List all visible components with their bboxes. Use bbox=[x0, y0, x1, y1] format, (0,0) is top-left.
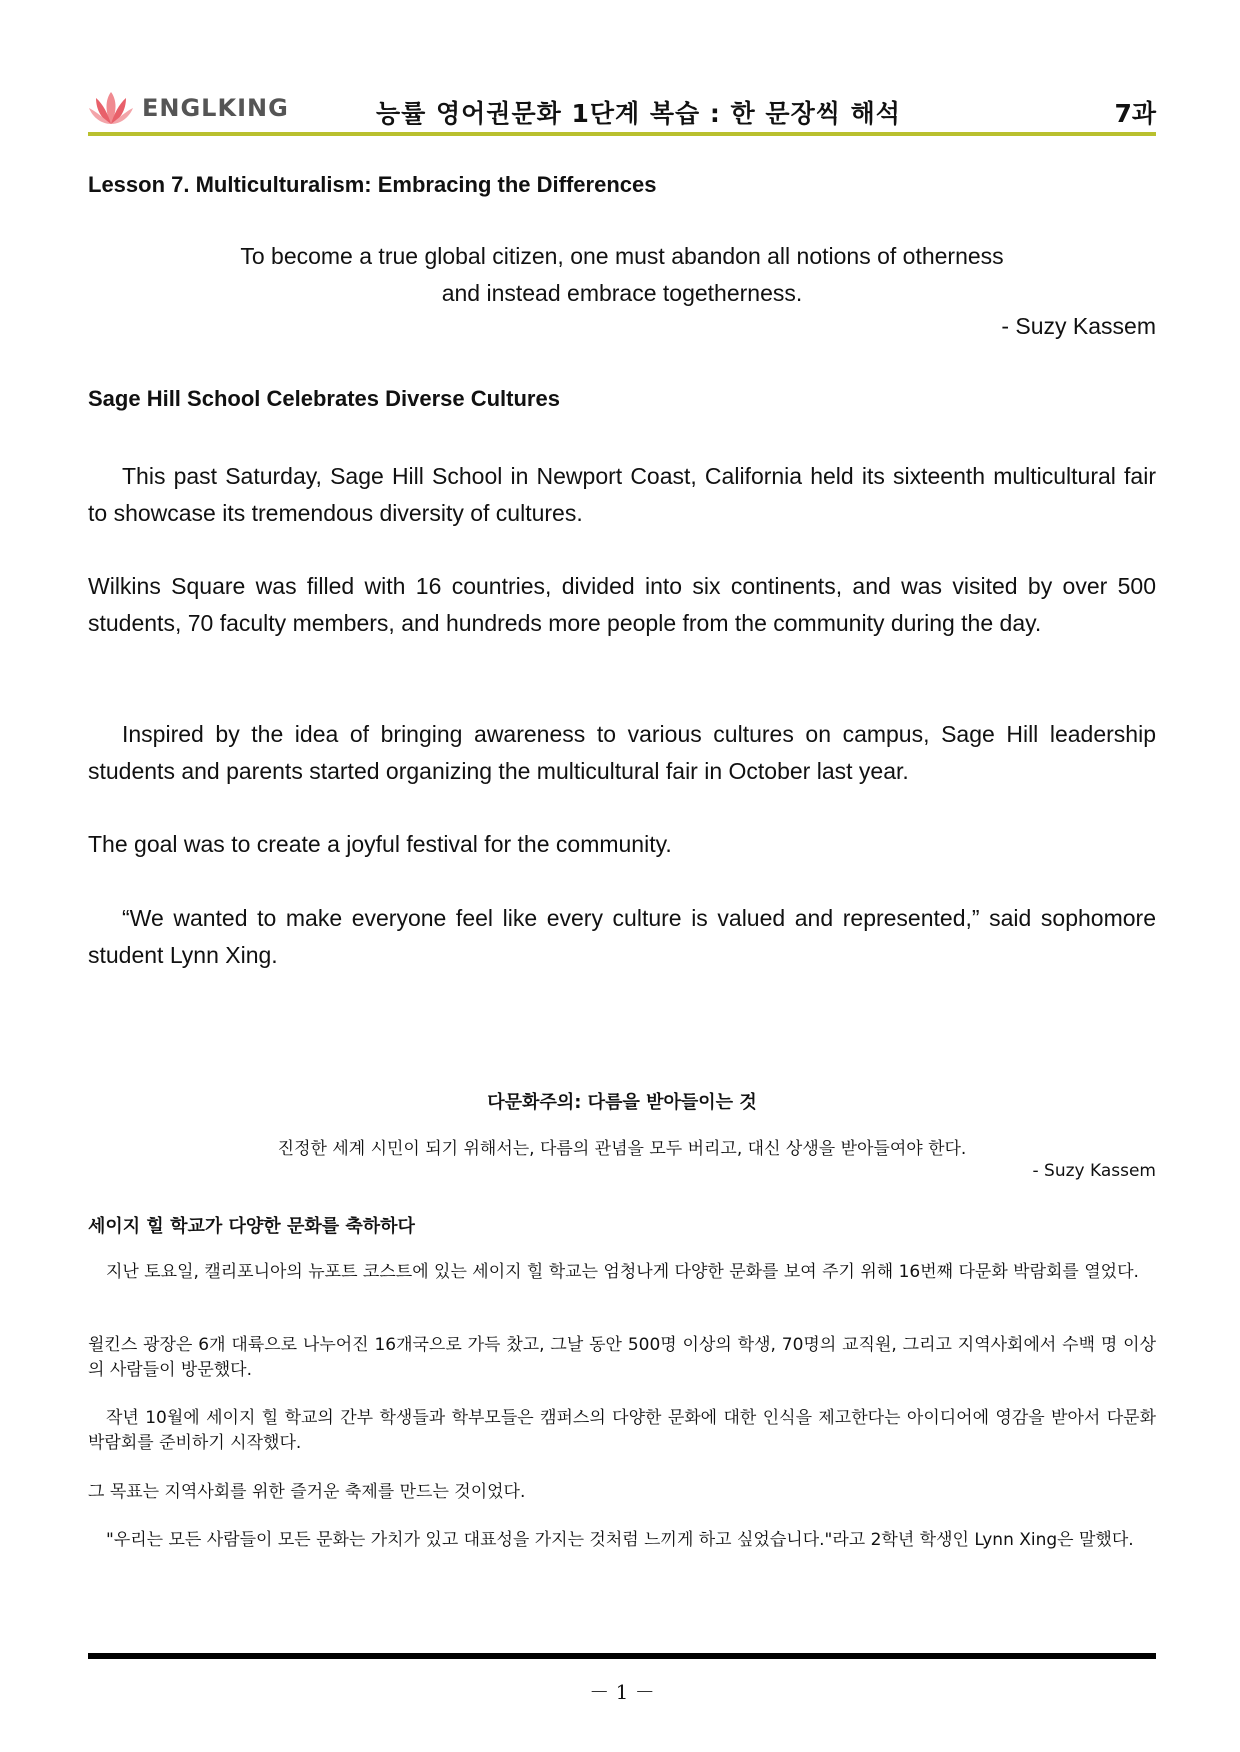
lotus-logo-icon bbox=[88, 88, 134, 128]
english-paragraph-3: Inspired by the idea of bringing awareness to various cultures on campus, Sage Hill leadership students and parents started organizing the multicultural fair in October last year. bbox=[88, 721, 1156, 784]
quote-line-2: and instead embrace togetherness. bbox=[441, 280, 803, 306]
korean-paragraph-4: 그 목표는 지역사회를 위한 즐거운 축제를 만드는 것이었다. bbox=[88, 1482, 526, 1502]
logo-wordmark: ENGLKING bbox=[142, 94, 289, 122]
english-paragraph-2: Wilkins Square was filled with 16 countries, divided into six continents, and was visited by over 500 students, 70 faculty members, and hundreds more people from the community during the day. bbox=[88, 573, 1156, 636]
korean-quote: 진정한 세계 시민이 되기 위해서는, 다름의 관념을 모두 버리고, 대신 상생을 받아들여야 한다. bbox=[277, 1139, 967, 1159]
epigraph-quote bbox=[88, 238, 1156, 312]
footer-divider bbox=[88, 1653, 1156, 1659]
header-divider bbox=[88, 132, 1156, 136]
page-number: － 1 － bbox=[589, 1680, 655, 1704]
korean-title: 다문화주의: 다름을 받아들이는 것 bbox=[487, 1092, 757, 1113]
page-header bbox=[88, 82, 1156, 134]
lesson-number: 7과 bbox=[1114, 99, 1156, 128]
english-paragraph-4: The goal was to create a joyful festival for the community. bbox=[88, 831, 672, 857]
english-paragraph-5: “We wanted to make everyone feel like every culture is valued and represented,” said sophomore student Lynn Xing. bbox=[88, 905, 1156, 968]
korean-paragraph-1: 지난 토요일, 캘리포니아의 뉴포트 코스트에 있는 세이지 힐 학교는 엄청나게 다양한 문화를 보여 주기 위해 16번째 다문화 박람회를 열었다. bbox=[106, 1262, 1139, 1282]
article-title: Sage Hill School Celebrates Diverse Cultures bbox=[88, 386, 560, 411]
lesson-heading: Lesson 7. Multiculturalism: Embracing the Differences bbox=[88, 172, 657, 197]
page-title: 능률 영어권문화 1단계 복습 : 한 문장씩 해석 bbox=[376, 99, 901, 128]
korean-paragraph-2: 윌킨스 광장은 6개 대륙으로 나누어진 16개국으로 가득 찼고, 그날 동안 500명 이상의 학생, 70명의 교직원, 그리고 지역사회에서 수백 명 이상의 사람들이 방문했다. bbox=[88, 1335, 1156, 1380]
korean-article-title: 세이지 힐 학교가 다양한 문화를 축하하다 bbox=[88, 1216, 415, 1237]
document-page bbox=[88, 0, 1156, 1752]
quote-line-1: To become a true global citizen, one must abandon all notions of otherness bbox=[240, 243, 1004, 269]
korean-paragraph-5: "우리는 모든 사람들이 모든 문화는 가치가 있고 대표성을 가지는 것처럼 느끼게 하고 싶었습니다."라고 2학년 학생인 Lynn Xing은 말했다. bbox=[106, 1530, 1134, 1550]
english-paragraph-1: This past Saturday, Sage Hill School in Newport Coast, California held its sixteenth multicultural fair to showcase its tremendous diversity of cultures. bbox=[88, 463, 1156, 526]
korean-paragraph-3: 작년 10월에 세이지 힐 학교의 간부 학생들과 학부모들은 캠퍼스의 다양한 문화에 대한 인식을 제고한다는 아이디어에 영감을 받아서 다문화 박람회를 준비하기 시작했다. bbox=[88, 1408, 1156, 1453]
quote-author: - Suzy Kassem bbox=[1001, 313, 1156, 339]
korean-quote-author: - Suzy Kassem bbox=[1032, 1161, 1156, 1181]
englking-logo bbox=[88, 86, 289, 130]
